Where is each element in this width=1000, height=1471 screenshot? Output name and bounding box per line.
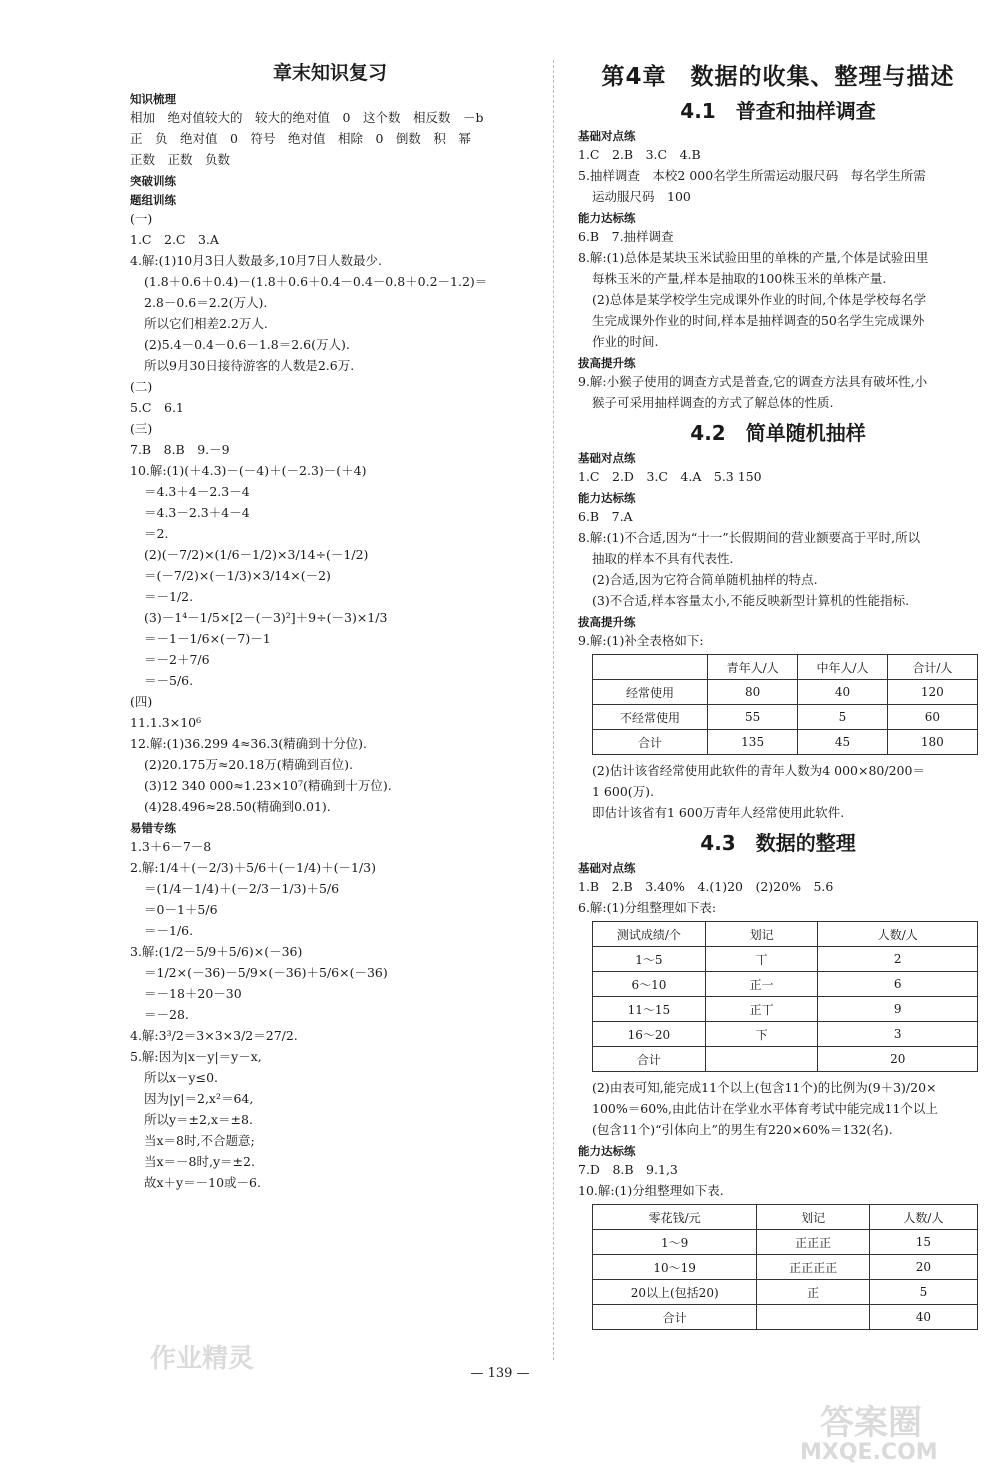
subsection-label: 拔高提升练 [578,615,636,629]
answer-line: (2)5.4－0.4－0.6－1.8＝2.6(万人). [144,337,350,352]
table-header-row [593,655,978,680]
answer-line: 7.D 8.B 9.1,3 [578,1162,678,1177]
answer-line: 5.抽样调查 本校2 000名学生所需运动服尺码 每名学生所需 [578,168,926,183]
answer-line: ＝(1/4－1/4)＋(－2/3－1/3)＋5/6 [144,881,340,896]
answer-line: 12.解:(1)36.299 4≈36.3(精确到十分位). [130,736,367,751]
subsection-label: 知识梳理 [130,92,176,106]
section-title: 4.1 普查和抽样调查 [680,99,876,123]
table-row [593,730,978,755]
table-row [593,1255,978,1280]
table-cell: 60 [887,705,977,730]
right-column [578,58,978,1335]
answer-line: 运动服尺码 100 [592,189,691,204]
answer-line: (四) [130,694,153,709]
table-cell: 正一 [705,972,818,997]
answer-line: 4.解:(1)10月3日人数最多,10月7日人数最少. [130,253,383,268]
table-header-cell: 人数/人 [818,922,978,947]
data-table-t2 [592,921,978,1072]
subsection-label: 题组训练 [130,193,176,207]
table-cell: 下 [705,1022,818,1047]
answer-line: (2)总体是某学校学生完成课外作业的时间,个体是学校每名学 [592,292,927,307]
subsection-label: 基础对点练 [578,861,636,875]
left-body [130,91,530,1193]
answer-line: ＝－28. [144,1007,189,1022]
answer-line: 100%＝60%,由此估计在学业水平体育考试中能完成11个以上 [592,1101,938,1116]
table-cell: 正正正 [757,1230,870,1255]
watermark-url: MXQE.COM [800,1440,938,1465]
answer-line: 1.C 2.B 3.C 4.B [578,147,701,162]
answer-line: 所以9月30日接待游客的人数是2.6万. [144,358,355,373]
answer-line: 故x＋y＝－10或－6. [144,1175,261,1190]
answer-line: ＝－2＋7/6 [144,652,210,667]
table-header-cell: 划记 [757,1205,870,1230]
answer-line: 5.解:因为|x－y|＝y－x, [130,1049,262,1064]
table-cell: 120 [887,680,977,705]
table-cell: 135 [707,730,797,755]
answer-line: 7.B 8.B 9.－9 [130,442,230,457]
answer-line: 相加 绝对值较大的 较大的绝对值 0 这个数 相反数 －b [130,110,484,125]
table-row [593,1047,978,1072]
table-header-cell: 测试成绩/个 [593,922,706,947]
table-header-cell: 人数/人 [869,1205,977,1230]
answer-line: 9.解:(1)补全表格如下: [578,633,704,648]
answer-line: 2.解:1/4＋(－2/3)＋5/6＋(－1/4)＋(－1/3) [130,860,376,875]
answer-line: 10.解:(1)(＋4.3)－(－4)＋(－2.3)－(＋4) [130,463,367,478]
table-cell: 正 [757,1280,870,1305]
answer-line: 1.B 2.B 3.40% 4.(1)20 (2)20% 5.6 [578,879,834,894]
answer-line: (2)估计该省经常使用此软件的青年人数为4 000×80/200＝ [592,763,925,778]
subsection-label: 拔高提升练 [578,356,636,370]
section-title: 4.2 简单随机抽样 [690,421,866,445]
answer-line: (2)由表可知,能完成11个以上(包含11个)的比例为(9＋3)/20× [592,1080,937,1095]
answer-line: (2)20.175万≈20.18万(精确到百位). [144,757,353,772]
column-divider [553,60,554,1360]
table-cell: 15 [869,1230,977,1255]
answer-line: 所以x－y≤0. [144,1070,219,1085]
answer-line: ＝(－7/2)×(－1/3)×3/14×(－2) [144,568,331,583]
data-table-t3 [592,1204,978,1330]
table-cell: 80 [707,680,797,705]
answer-line: 6.B 7.A [578,509,633,524]
table-cell [705,1047,818,1072]
table-row [593,972,978,997]
table-header-cell: 中年人/人 [798,655,887,680]
table-header-cell [593,655,708,680]
answer-line: 所以它们相差2.2万人. [144,316,268,331]
table-cell: 3 [818,1022,978,1047]
table-row [593,705,978,730]
answer-line: 当x＝－8时,y＝±2. [144,1154,255,1169]
table-cell: 40 [869,1305,977,1330]
table-cell: 5 [798,705,887,730]
subsection-label: 能力达标练 [578,491,636,505]
table-cell: 40 [798,680,887,705]
answer-line: 11.1.3×10⁶ [130,715,202,730]
table-cell: 20 [818,1047,978,1072]
table-cell: 1～9 [593,1230,757,1255]
page-number: — 139 — [470,1366,530,1381]
table-cell: 1～5 [593,947,706,972]
answer-line: ＝2. [144,526,169,541]
table-row [593,1305,978,1330]
watermark-text: 作业精灵 [150,1344,255,1374]
subsection-label: 易错专练 [130,821,176,835]
answer-line: 1.C 2.C 3.A [130,232,219,247]
answer-line: ＝－18＋20－30 [144,986,242,1001]
answer-line: 所以y＝±2,x＝±8. [144,1112,253,1127]
answer-line: (3)不合适,样本容量太小,不能反映新型计算机的性能指标. [592,593,910,608]
answer-line: (2)(－7/2)×(1/6－1/2)×3/14÷(－1/2) [144,547,369,562]
answer-line: ＝－5/6. [144,673,194,688]
answer-line: 5.C 6.1 [130,400,184,415]
answer-line: (1.8＋0.6＋0.4)－(1.8＋0.6＋0.4－0.4－0.8＋0.2－1.2)＝ [144,274,488,289]
answer-line: ＝－1/2. [144,589,194,604]
left-column [130,58,530,1193]
answer-line: 每株玉米的产量,样本是抽取的100株玉米的单株产量. [592,271,887,286]
table-cell: 6～10 [593,972,706,997]
subsection-label: 能力达标练 [578,1144,636,1158]
answer-line: (包含11个)“引体向上”的男生有220×60%＝132(名). [592,1122,893,1137]
answer-line: (一) [130,211,153,226]
table-cell: 合计 [593,1305,757,1330]
answer-line: 3.解:(1/2－5/9＋5/6)×(－36) [130,944,303,959]
answer-line: 9.解:小猴子使用的调查方式是普查,它的调查方法具有破坏性,小 [578,374,928,389]
table-row [593,1230,978,1255]
answer-line: ＝4.3－2.3＋4－4 [144,505,250,520]
answer-line: ＝－1－1/6×(－7)－1 [144,631,271,646]
table-cell: 55 [707,705,797,730]
watermark-logo: 答案圈 [820,1403,922,1443]
answer-line: (4)28.496≈28.50(精确到0.01). [144,799,331,814]
table-cell: 2 [818,947,978,972]
table-header-row [593,922,978,947]
right-body [578,95,978,1330]
answer-line: 正 负 绝对值 0 符号 绝对值 相除 0 倒数 积 幂 [130,131,471,146]
table-header-cell: 合计/人 [887,655,977,680]
subsection-label: 能力达标练 [578,211,636,225]
answer-line: (3)12 340 000≈1.23×10⁷(精确到十万位). [144,778,392,793]
answer-line: 1.3＋6－7－8 [130,839,212,854]
table-cell: 45 [798,730,887,755]
answer-line: 8.解:(1)不合适,因为“十一”长假期间的营业额要高于平时,所以 [578,530,921,545]
subsection-label: 基础对点练 [578,451,636,465]
table-cell: 不经常使用 [593,705,708,730]
table-row [593,1022,978,1047]
answer-line: 因为|y|＝2,x²＝64, [144,1091,254,1106]
table-cell: 正丅 [705,997,818,1022]
section-title: 4.3 数据的整理 [700,831,856,855]
answer-line: 8.解:(1)总体是某块玉米试验田里的单株的产量,个体是试验田里 [578,250,929,265]
answer-line: 2.8－0.6＝2.2(万人). [144,295,268,310]
table-row [593,997,978,1022]
table-header-cell: 青年人/人 [707,655,797,680]
table-cell: 16～20 [593,1022,706,1047]
subsection-label: 突破训练 [130,174,176,188]
table-row [593,680,978,705]
answer-line: 1 600(万). [592,784,655,799]
table-row [593,1280,978,1305]
answer-line: 4.解:3³/2＝3×3×3/2＝27/2. [130,1028,298,1043]
answer-line: (3)－1⁴－1/5×[2－(－3)²]＋9÷(－3)×1/3 [144,610,388,625]
answer-line: 6.B 7.抽样调查 [578,229,674,244]
answer-line: 猴子可采用抽样调查的方式了解总体的性质. [592,395,834,410]
answer-line: 正数 正数 负数 [130,152,231,167]
table-cell: 180 [887,730,977,755]
chapter-title: 第4章 数据的收集、整理与描述 [601,64,955,90]
section-heading-review: 章末知识复习 [272,62,387,84]
table-header-row [593,1205,978,1230]
table-cell: 10～19 [593,1255,757,1280]
table-cell: 经常使用 [593,680,708,705]
answer-line: ＝4.3＋4－2.3－4 [144,484,250,499]
table-header-cell: 零花钱/元 [593,1205,757,1230]
answer-line: ＝－1/6. [144,923,194,938]
table-cell: 正正正正 [757,1255,870,1280]
table-cell [757,1305,870,1330]
answer-line: 10.解:(1)分组整理如下表. [578,1183,724,1198]
answer-line: 生完成课外作业的时间,样本是抽样调查的50名学生完成课外 [592,313,925,328]
table-cell: 20以上(包括20) [593,1280,757,1305]
table-cell: 20 [869,1255,977,1280]
answer-line: 即估计该省有1 600万青年人经常使用此软件. [592,805,845,820]
answer-line: 1.C 2.D 3.C 4.A 5.3 150 [578,469,762,484]
answer-line: (三) [130,421,153,436]
data-table-t1 [592,654,978,755]
table-cell: 9 [818,997,978,1022]
table-row [593,947,978,972]
table-cell: 合计 [593,1047,706,1072]
answer-line: 6.解:(1)分组整理如下表: [578,900,717,915]
answer-line: 作业的时间. [592,334,659,349]
answer-line: ＝0－1＋5/6 [144,902,218,917]
answer-line: ＝1/2×(－36)－5/9×(－36)＋5/6×(－36) [144,965,388,980]
answer-line: (二) [130,379,153,394]
answer-line: (2)合适,因为它符合简单随机抽样的特点. [592,572,818,587]
answer-line: 当x＝8时,不合题意; [144,1133,255,1148]
table-cell: 5 [869,1280,977,1305]
table-cell: 合计 [593,730,708,755]
table-cell: 丅 [705,947,818,972]
table-cell: 11～15 [593,997,706,1022]
answer-line: 抽取的样本不具有代表性. [592,551,734,566]
table-header-cell: 划记 [705,922,818,947]
subsection-label: 基础对点练 [578,129,636,143]
table-cell: 6 [818,972,978,997]
